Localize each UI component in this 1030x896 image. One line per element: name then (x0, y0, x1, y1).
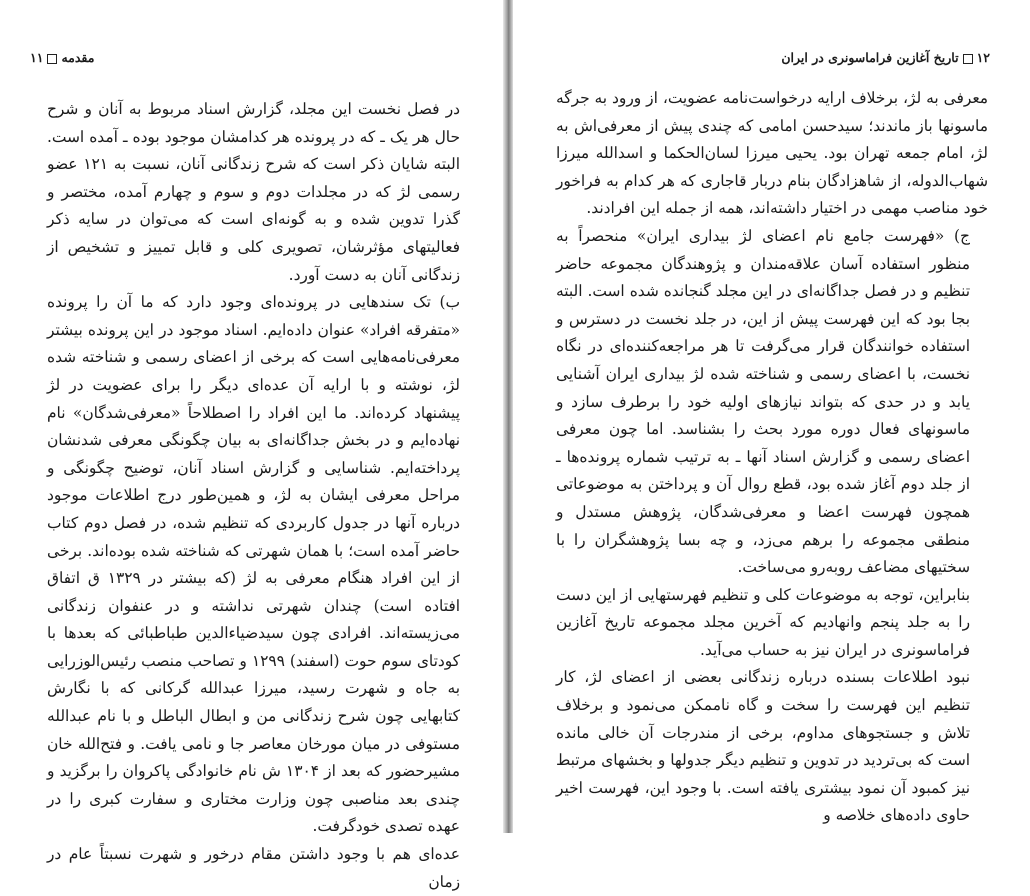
right-page-header (543, 50, 990, 70)
paragraph: معرفی به لژ، برخلاف ارایه درخواست‌نامه عضویت، از ورود به جرگه ماسونها باز ماندند؛ سیدحسن امامی که چندی پیش از معرفی‌اش به لژ، امام جمعه تهران بود. یحیی میرزا لسان‌الحکما و اسدالله میرزا شهاب‌الدوله، از شاهزادگان بنام دربار قاجاری که هر کدام به فراخور خود مناصب مهمی در اختیار داشته‌اند، همه از جمله این افرادند. (556, 89, 988, 218)
left-page-number: ۱۱ (30, 50, 44, 65)
paragraph: بنابراین، توجه به موضوعات کلی و تنظیم فهرستهایی از این دست را به جلد پنجم وانهادیم که آخرین مجلد مجموعه تاریخ آغازین فراماسونری در ایران نیز به حساب می‌آید. (555, 585, 970, 659)
left-page-header (30, 50, 478, 70)
paragraph: در فصل نخست این مجلد، گزارش اسناد مربوط به آنان و شرح حال هر یک ـ که در پرونده هر کدامشان موجود بوده ـ آمده است. البته شایان ذکر است که شرح زندگانی آنان، نسبت به ۱۲۱ عضو رسمی لژ که در مجلدات دوم و سوم و چهارم آمده، مختصر و گذرا تدوین شده و به گونه‌ای است که می‌توان در سایه ذکر فعالیتهای مؤثرشان، تصویری کلی و قابل تمییز و تشخیص از زندگانی آنان به دست آورد. (47, 100, 460, 284)
square-ornament-icon (47, 54, 57, 64)
paragraph: نبود اطلاعات بسنده درباره زندگانی بعضی از اعضای لژ، کار تنظیم این فهرست را سخت و گاه ناممکن می‌نمود و برخلاف تلاش و جستجوهای مداوم، برخی از مندرجات آن خالی مانده است که بی‌تردید در تدوین و تنظیم دیگر جدولها و بخشهای مرتبط نیز کمبود آن نمود بیشتری یافته است. با وجود این، فهرست اخیر حاوی داده‌های خلاصه و (556, 668, 970, 825)
right-header-title: تاریخ آغازین فراماسونری در ایران (781, 50, 959, 65)
left-page (0, 0, 503, 891)
left-header-title: مقدمه (61, 50, 95, 65)
book-gutter (503, 0, 513, 833)
left-page-body (47, 96, 478, 896)
right-page-body (556, 85, 988, 830)
right-page-number: ۱۲ (976, 50, 990, 65)
square-ornament-icon (963, 54, 973, 64)
right-page (513, 0, 1030, 833)
paragraph: عده‌ای هم با وجود داشتن مقام درخور و شهرت نسبتاً عام در زمان (47, 845, 460, 891)
paragraph: ب) تک سندهایی در پرونده‌ای وجود دارد که ما آن را پرونده «متفرقه افراد» عنوان داده‌ایم. اسناد موجود در این پرونده بیشتر معرفی‌نامه‌هایی است که برخی از اعضای رسمی و شناخته شده لژ، نوشته و با ارایه آن عده‌ای دیگر را برای عضویت در لژ پیشنهاد کرده‌اند. ما این افراد را اصطلاحاً «معرفی‌شدگان» نام نهاده‌ایم و در بخش جداگانه‌ای به بیان چگونگی معرفی شدنشان پرداخته‌ایم. شناسایی و گزارش اسناد آنان، توضیح چگونگی و مراحل معرفی ایشان به لژ، و همین‌طور درج اطلاعات موجود درباره آنها در جدول کاربردی که تنظیم شده، در فصل دوم کتاب حاضر آمده است؛ با همان شهرتی که شناخته شده بوده‌اند. برخی از این افراد هنگام معرفی به لژ (که بیشتر در ۱۳۲۹ ق اتفاق افتاده است) چندان شهرتی نداشته و در عنفوان زندگانی می‌زیسته‌اند. افرادی چون سیدضیاءالدین طباطبائی که بعدها با کودتای سوم حوت (اسفند) ۱۲۹۹ و تصاحب منصب رئیس‌الوزرایی به جاه و شهرت رسید، میرزا عبدالله گرکانی که با نگارش کتابهایی چون شرح زندگانی من و ابطال الباطل و با نام عبدالله مستوفی در میان مورخان معاصر جا و نامی یافت. و فتح‌الله خان مشیرحضور که بعد از ۱۳۰۴ ش نام خانوادگی پاکروان را برگزید و چندی بعد مناصبی چون وزارت مختاری و سفارت کبری را در عهده تصدی خودگرفت. (47, 293, 460, 836)
paragraph: ج) «فهرست جامع نام اعضای لژ بیداری ایران» منحصراً به منظور استفاده آسان علاقه‌مندان و پژوهندگان مجموعه حاضر تنظیم و در فصل جداگانه‌ای در این مجلد گنجانده شده است. البته بجا بود که این فهرست پیش از این، در جلد نخست در دسترس و استفاده خوانندگان قرار می‌گرفت تا هر مراجعه‌کننده‌ای در نگاه نخست، با اعضای رسمی و شناخته شده لژ بیداری ایران آشنایی یابد و در حدی که بتواند نیازهای اولیه خود را برطرف سازد و ماسونهای فعال دوره مورد بحث را بشناسد. اما چون معرفی اعضای رسمی و گزارش اسناد آنها ـ به ترتیب شماره پرونده‌ها ـ از جلد دوم آغاز شده بود، قطع روال آن و پرداختن به موضوعاتی همچون فهرست اعضا و معرفی‌شدگان، پژوهش مستدل و منطقی مجموعه را برهم می‌زد، و چه بسا پژوهشگران را با سختیهای مضاعف روبه‌رو می‌ساخت. (556, 226, 970, 577)
